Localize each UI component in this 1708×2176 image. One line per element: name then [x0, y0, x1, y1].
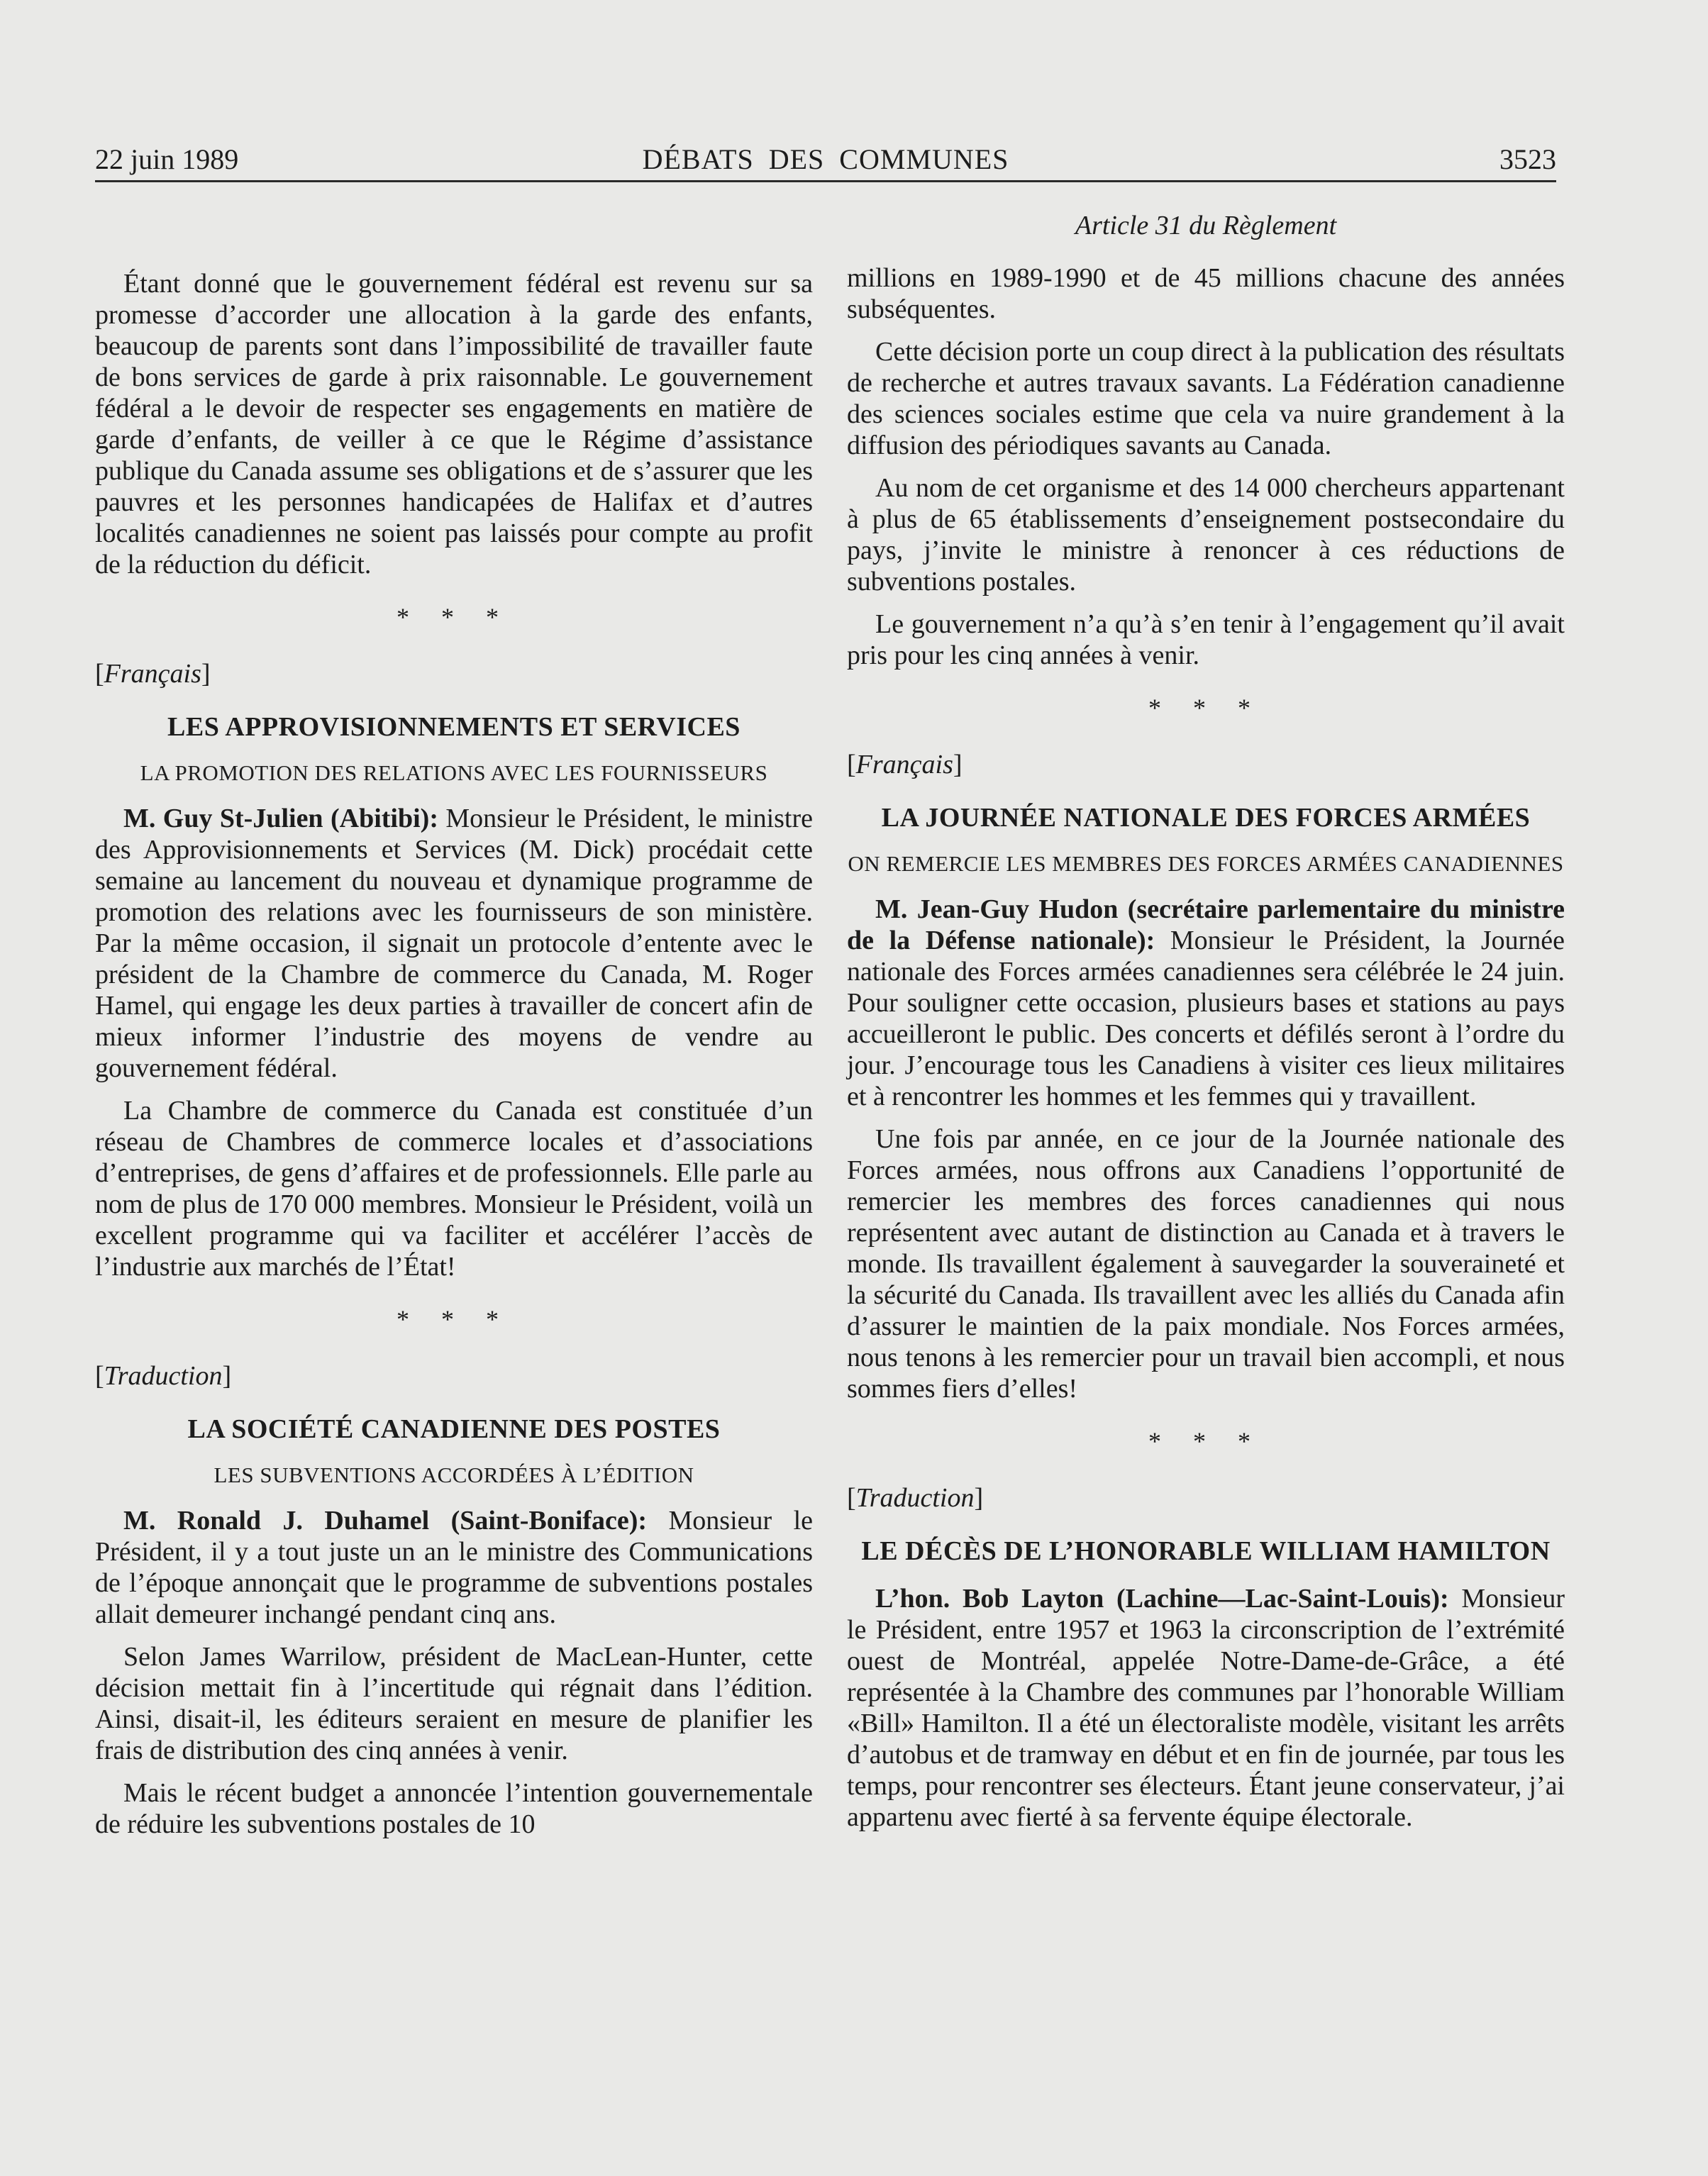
language-note: [Traduction] [847, 1483, 984, 1513]
language-label: Français [104, 659, 201, 689]
paragraph: La Chambre de commerce du Canada est constituée d’un réseau de Chambres de commerce locales et d’associations d’entreprises, de gens d’affaires et de professionnels. Elle parle au nom de plus de 170 000 membres. Monsieur le Président, voilà un excellent programme qui va faciliter et accélérer l’accès de l’industrie aux marchés de l’État! [95, 1096, 813, 1282]
section-separator: * * * [1148, 694, 1263, 722]
language-note: [Traduction] [95, 1361, 232, 1391]
section-heading: LA JOURNÉE NATIONALE DES FORCES ARMÉES [881, 803, 1531, 833]
section-separator: * * * [396, 603, 511, 631]
paragraph: Cette décision porte un coup direct à la publication des résultats de recherche et autres travaux savants. La Fédération canadienne des sciences sociales estime que cela va nuire grandement à la diffusion des périodiques savants au Canada. [847, 337, 1565, 460]
speaker-name: L’hon. Bob Layton (Lachine—Lac-Saint-Louis): [875, 1584, 1449, 1614]
language-label: Français [855, 750, 953, 779]
paragraph: Le gouvernement n’a qu’à s’en tenir à l’engagement qu’il avait pris pour les cinq années à venir. [847, 609, 1565, 670]
paragraph: Mais le récent budget a annoncée l’intention gouvernementale de réduire les subventions postales de 10 [95, 1778, 813, 1839]
language-label: Traduction [104, 1361, 223, 1391]
header-rule [95, 180, 1556, 182]
left-column [95, 210, 813, 1851]
header-title: DÉBATS DES COMMUNES [642, 143, 1009, 175]
speech-paragraph [95, 803, 813, 1084]
section-subheading: LES SUBVENTIONS ACCORDÉES À L’ÉDITION [214, 1462, 694, 1487]
language-note: [Français] [95, 659, 211, 689]
header-page-number: 3523 [1499, 143, 1556, 175]
language-label: Traduction [855, 1483, 975, 1513]
section-heading: LE DÉCÈS DE L’HONORABLE WILLIAM HAMILTON [861, 1536, 1551, 1566]
section-separator: * * * [396, 1305, 511, 1333]
section-heading: LA SOCIÉTÉ CANADIENNE DES POSTES [187, 1414, 721, 1444]
section-subheading: ON REMERCIE LES MEMBRES DES FORCES ARMÉES CANADIENNES [848, 851, 1564, 876]
paragraph: millions en 1989-1990 et de 45 millions chacune des années subséquentes. [847, 263, 1565, 324]
running-head: Article 31 du Règlement [1075, 211, 1337, 240]
section-heading: LES APPROVISIONNEMENTS ET SERVICES [167, 712, 741, 742]
speech-paragraph [847, 1583, 1565, 1833]
speaker-name: M. Guy St-Julien (Abitibi): [123, 804, 438, 833]
speech-text: Monsieur le Président, le ministre des Approvisionnements et Services (M. Dick) procédait cette semaine au lancement du nouveau et dynamique programme de promotion des relations avec les fournisseurs de son ministère. Par la même occasion, il signait un protocole d’entente avec le président de la Chambre de commerce du Canada, M. Roger Hamel, qui engage les deux parties à travailler de concert afin de mieux informer l’industrie des moyens de vendre au gouvernement fédéral. [95, 804, 813, 1083]
language-note: [Français] [847, 750, 963, 779]
section-separator: * * * [1148, 1427, 1263, 1455]
speech-text: Monsieur le Président, il y a tout juste un an le ministre des Communications de l’époque annonçait que le programme de subventions postales allait demeurer inchangé pendant cinq ans. [95, 1506, 813, 1629]
paragraph: Selon James Warrilow, président de MacLean-Hunter, cette décision mettait fin à l’incertitude qui régnait dans l’édition. Ainsi, disait-il, les éditeurs seraient en mesure de planifier les frais de distribution des cinq années à venir. [95, 1642, 813, 1765]
section-subheading: LA PROMOTION DES RELATIONS AVEC LES FOURNISSEURS [140, 760, 768, 785]
paragraph: Étant donné que le gouvernement fédéral est revenu sur sa promesse d’accorder une allocation à la garde des enfants, beaucoup de parents sont dans l’impossibilité de travailler faute de bons services de garde à prix raisonnable. Le gouvernement fédéral a le devoir de respecter ses engagements en matière de garde d’enfants, de veiller à ce que le Régime d’assistance publique du Canada assume ses obligations et de s’assurer que les pauvres et les personnes handicapées de Halifax et d’autres localités canadiennes ne soient pas laissés pour compte au profit de la réduction du déficit. [95, 269, 813, 579]
speaker-name: M. Ronald J. Duhamel (Saint-Boniface): [123, 1506, 648, 1536]
paragraph: Au nom de cet organisme et des 14 000 chercheurs appartenant à plus de 65 établissements d’enseignement postsecondaire du pays, j’invite le ministre à renoncer à ces réductions de subventions postales. [847, 473, 1565, 596]
speaker-name: M. Jean-Guy Hudon (secrétaire parlementaire du ministre de la Défense nationale): [847, 894, 1565, 955]
right-column [847, 210, 1565, 1844]
paragraph: Une fois par année, en ce jour de la Journée nationale des Forces armées, nous offrons aux Canadiens l’opportunité de remercier les membres des forces canadiennes qui nous représentent avec autant de distinction au Canada et à travers le monde. Ils travaillent également à sauvegarder la souveraineté et la sécurité du Canada. Ils travaillent avec les alliés du Canada afin d’assurer le maintien de la paix mondiale. Nos Forces armées, nous tenons à les remercier pour un travail bien accompli, et nous sommes fiers d’elles! [847, 1124, 1565, 1404]
speech-text: Monsieur le Président, la Journée nationale des Forces armées canadiennes sera célébrée le 24 juin. Pour souligner cette occasion, plusieurs bases et stations au pays accueilleront le public. Des concerts et défilés seront à l’ordre du jour. J’encourage tous les Canadiens à visiter ces lieux militaires et à rencontrer les hommes et les femmes qui y travaillent. [847, 926, 1565, 1111]
header-date: 22 juin 1989 [95, 143, 239, 175]
page-header [95, 139, 1556, 180]
speech-paragraph [847, 894, 1565, 1112]
speech-paragraph [95, 1505, 813, 1630]
speech-text: Monsieur le Président, entre 1957 et 1963 la circonscription de l’extrémité ouest de Montréal, appelée Notre-Dame-de-Grâce, a été représentée à la Chambre des communes par l’honorable William «Bill» Hamilton. Il a été un électoraliste modèle, visitant les arrêts d’autobus et de tramway en début et en fin de journée, par tous les temps, pour rencontrer ses électeurs. Étant jeune conservateur, j’ai appartenu avec fierté à sa fervente équipe électorale. [847, 1584, 1565, 1832]
